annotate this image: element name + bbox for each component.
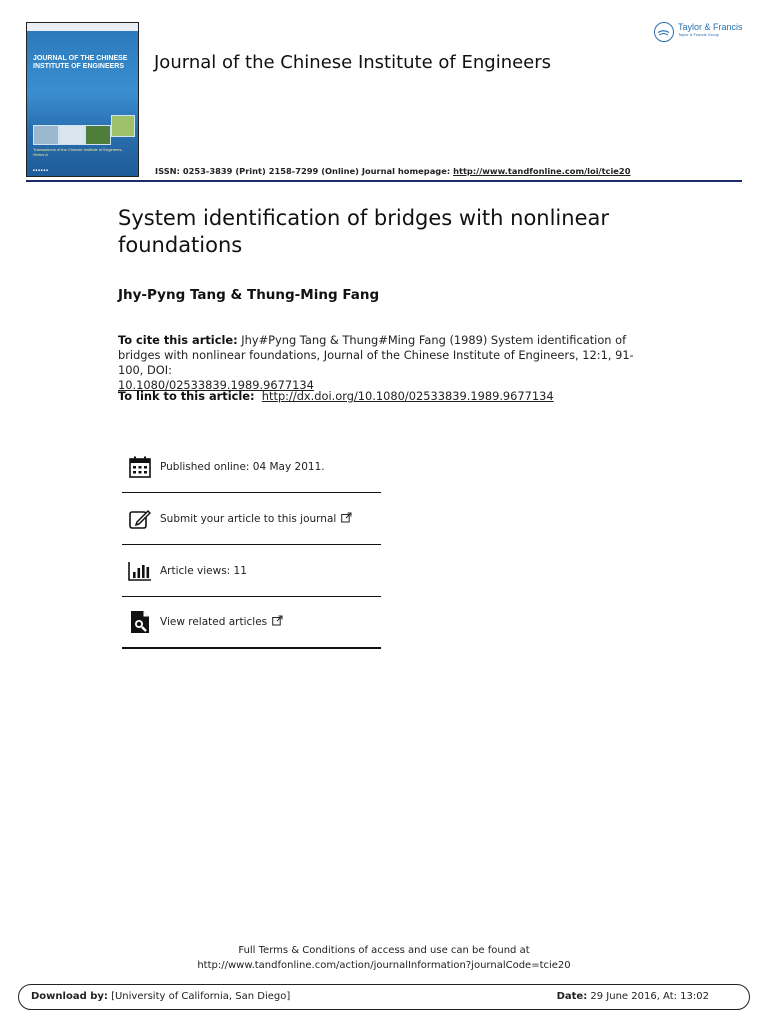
published-date: Published online: 04 May 2011. xyxy=(160,460,325,473)
journal-homepage-link[interactable]: http://www.tandfonline.com/loi/tcie20 xyxy=(453,166,631,176)
submit-article-link[interactable]: Submit your article to this journal xyxy=(160,512,337,525)
related-articles-link[interactable]: View related articles xyxy=(160,616,268,628)
cite-label: To cite this article: xyxy=(118,333,238,347)
edit-icon xyxy=(128,507,152,531)
terms-notice xyxy=(0,943,768,973)
download-footer xyxy=(18,984,750,1010)
article-info-box xyxy=(122,441,381,649)
download-info xyxy=(31,991,290,1002)
journal-title: Journal of the Chinese Institute of Engineers xyxy=(154,52,552,73)
date-value: 29 June 2016, At: 13:02 xyxy=(587,991,709,1002)
issn-text: ISSN: 0253-3839 (Print) 2158-7299 (Online) Journal homepage: xyxy=(155,166,454,176)
link-label: To link to this article: xyxy=(118,389,255,403)
cite-text: Jhy#Pyng Tang & Thung#Ming Fang (1989) System identification of bridges with nonlinear foundations, Journal of the Chinese Institute of Engineers, 12:1, 91-100, DOI: xyxy=(118,333,634,377)
header-divider xyxy=(26,180,742,182)
external-link-icon xyxy=(341,512,352,526)
download-institution: [University of California, San Diego] xyxy=(107,991,291,1002)
publisher-name: Taylor & Francis xyxy=(678,22,743,32)
bar-chart-icon xyxy=(128,559,152,583)
cover-top-strip xyxy=(27,23,138,31)
article-title: System identification of bridges with nonlinear foundations xyxy=(118,206,609,257)
search-document-icon xyxy=(128,610,152,634)
article-link-line xyxy=(118,389,554,403)
publisher-group: Taylor & Francis Group xyxy=(678,32,719,37)
cover-subtitle: Transactions of the Chinese Institute of Engineers, Series A xyxy=(33,147,123,157)
submit-article-row[interactable] xyxy=(122,493,381,545)
issn-line xyxy=(155,166,630,176)
cite-doi-link[interactable]: 10.1080/02533839.1989.9677134 xyxy=(118,378,314,392)
citation-block xyxy=(118,333,658,393)
taylor-francis-logo-icon xyxy=(654,22,674,42)
journal-cover-image xyxy=(26,22,139,177)
cover-footer-mark: ■ ■ ■ ■ ■ ■ xyxy=(33,168,49,172)
terms-line: Full Terms & Conditions of access and use can be found at xyxy=(238,945,530,956)
article-views-row xyxy=(122,545,381,597)
publisher-logo xyxy=(654,22,743,42)
article-doi-link[interactable]: http://dx.doi.org/10.1080/02533839.1989.9677134 xyxy=(261,389,554,403)
related-articles-row[interactable] xyxy=(122,597,381,649)
external-link-icon xyxy=(272,615,283,629)
article-views: Article views: 11 xyxy=(160,564,247,577)
terms-url[interactable]: http://www.tandfonline.com/action/journalInformation?journalCode=tcie20 xyxy=(197,960,571,971)
article-authors: Jhy-Pyng Tang & Thung-Ming Fang xyxy=(118,287,380,303)
download-date xyxy=(557,991,709,1002)
download-label: Download by: xyxy=(31,991,108,1002)
published-row xyxy=(122,441,381,493)
date-label: Date: xyxy=(556,991,588,1002)
cover-photos xyxy=(33,109,133,145)
calendar-icon xyxy=(128,455,152,479)
cover-title: JOURNAL OF THE CHINESE INSTITUTE OF ENGINEERS xyxy=(33,55,128,70)
